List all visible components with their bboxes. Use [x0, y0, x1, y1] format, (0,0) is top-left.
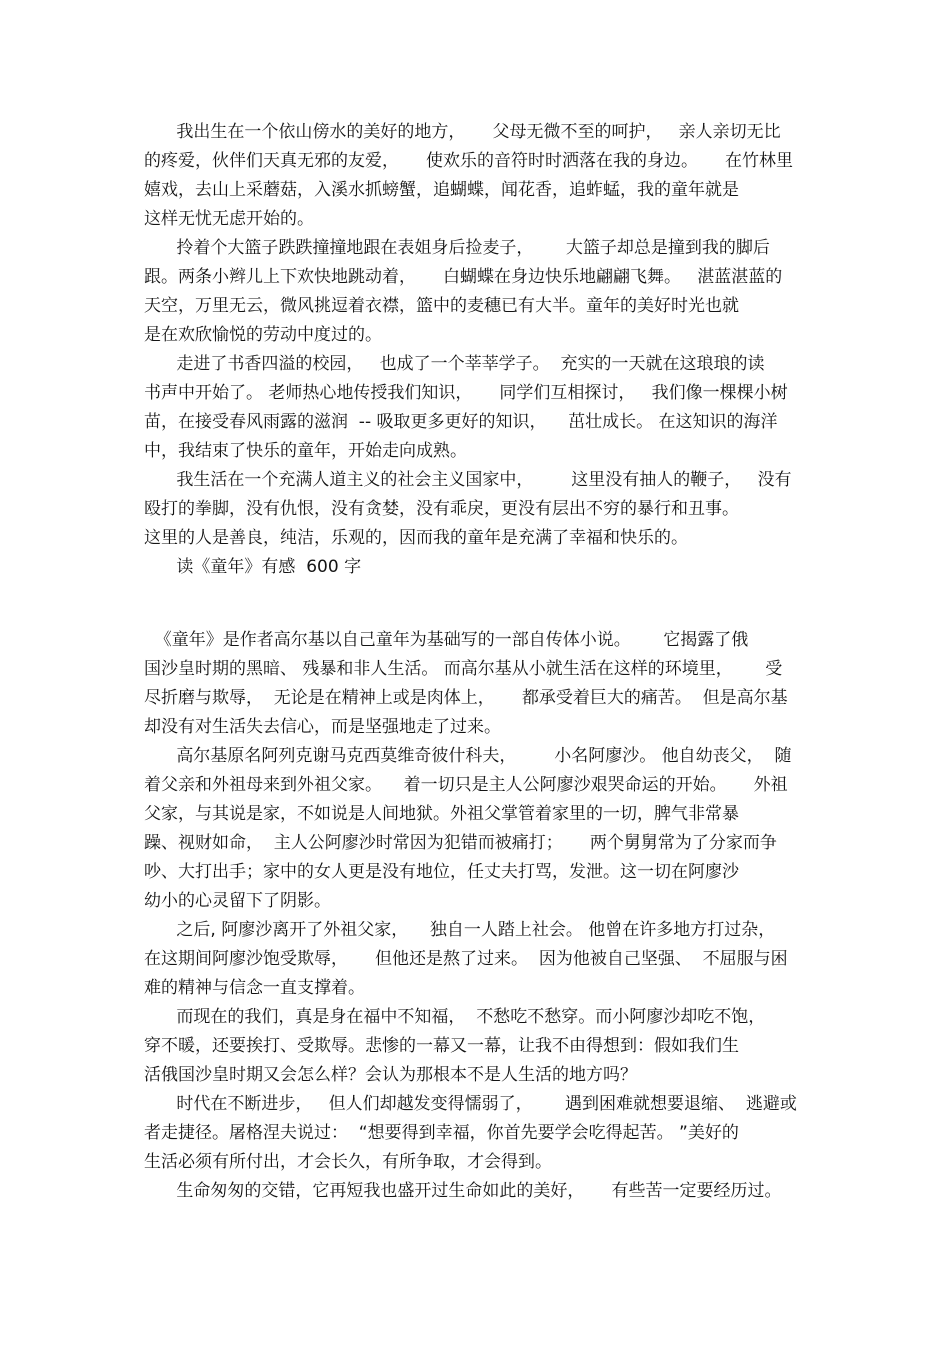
text-line: 在这期间阿廖沙饱受欺辱， 但他还是熬了过来。 因为他被自己坚强、 不屈服与困	[144, 949, 788, 969]
text-line: 国沙皇时期的黑暗、 残暴和非人生活。 而高尔基从小就生活在这样的环境里， 受	[144, 659, 783, 679]
text-line: 的疼爱，伙伴们天真无邪的友爱， 使欢乐的音符时时洒落在我的身边。 在竹林里	[144, 151, 794, 171]
blank-line	[144, 582, 816, 626]
text-line: 走进了书香四溢的校园， 也成了一个莘莘学子。 充实的一天就在这琅琅的读	[144, 354, 765, 374]
text-line: 这里的人是善良，纯洁，乐观的，因而我的童年是充满了幸福和快乐的。	[144, 528, 688, 548]
text-line: 跟。两条小辫儿上下欢快地跳动着， 白蝴蝶在身边快乐地翩翩飞舞。 湛蓝湛蓝的	[144, 267, 783, 287]
text-line: 着父亲和外祖母来到外祖父家。 着一切只是主人公阿廖沙艰哭命运的开始。 外祖	[144, 775, 788, 795]
text-line: 父家，与其说是家，不如说是人间地狱。外祖父掌管着家里的一切，脾气非常暴	[144, 804, 739, 824]
essay-body	[144, 118, 816, 1206]
text-line: 穿不暖，还要挨打、受欺辱。悲惨的一幕又一幕，让我不由得想到：假如我们生	[144, 1036, 739, 1056]
text-line: 生活必须有所付出，才会长久，有所争取，才会得到。	[144, 1152, 552, 1172]
text-line: 是在欢欣愉悦的劳动中度过的。	[144, 325, 382, 345]
text-line: 者走捷径。屠格涅夫说过： “想要得到幸福，你首先要学会吃得起苦。 ”美好的	[144, 1123, 739, 1143]
text-line: 生命匆匆的交错，它再短我也盛开过生命如此的美好， 有些苦一定要经历过。	[144, 1181, 782, 1201]
text-line: 幼小的心灵留下了阴影。	[144, 891, 331, 911]
text-line: 高尔基原名阿列克谢马克西莫维奇彼什科夫， 小名阿廖沙。 他自幼丧父， 随	[144, 746, 792, 766]
text-line: 拎着个大篮子跌跌撞撞地跟在表姐身后捡麦子， 大篮子却总是撞到我的脚后	[144, 238, 770, 258]
text-line: 活俄国沙皇时期又会怎么样？会认为那根本不是人生活的地方吗？	[144, 1065, 637, 1085]
text-line: 天空，万里无云，微风挑逗着衣襟，篮中的麦穗已有大半。童年的美好时光也就	[144, 296, 739, 316]
text-line: 殴打的拳脚，没有仇恨，没有贪婪，没有乖戾，更没有层出不穷的暴行和丑事。	[144, 499, 739, 519]
text-line: 苗，在接受春风雨露的滋润 -- 吸取更多更好的知识， 茁壮成长。 在这知识的海洋	[144, 412, 778, 432]
text-line: 我生活在一个充满人道主义的社会主义国家中， 这里没有抽人的鞭子， 没有	[144, 470, 792, 490]
text-line: 尽折磨与欺辱， 无论是在精神上或是肉体上， 都承受着巨大的痛苦。 但是高尔基	[144, 688, 788, 708]
text-line: 中，我结束了快乐的童年，开始走向成熟。	[144, 441, 467, 461]
text-line: 书声中开始了。 老师热心地传授我们知识， 同学们互相探讨， 我们像一棵棵小树	[144, 383, 788, 403]
essay-title: 读《童年》有感 600 字	[144, 557, 362, 577]
text-line: 我出生在一个依山傍水的美好的地方， 父母无微不至的呵护， 亲人亲切无比	[144, 122, 781, 142]
text-line: 吵、大打出手；家中的女人更是没有地位，任丈夫打骂，发泄。这一切在阿廖沙	[144, 862, 739, 882]
text-line: 躁、视财如命， 主人公阿廖沙时常因为犯错而被痛打； 两个舅舅常为了分家而争	[144, 833, 777, 853]
text-line: 《童年》是作者高尔基以自己童年为基础写的一部自传体小说。 它揭露了俄	[144, 630, 749, 650]
text-line: 而现在的我们，真是身在福中不知福， 不愁吃不愁穿。而小阿廖沙却吃不饱，	[144, 1007, 766, 1027]
text-line: 嬉戏，去山上采蘑菇，入溪水抓螃蟹，追蝴蝶，闻花香，追蚱蜢，我的童年就是	[144, 180, 739, 200]
text-line: 难的精神与信念一直支撑着。	[144, 978, 365, 998]
text-line: 却没有对生活失去信心，而是坚强地走了过来。	[144, 717, 501, 737]
text-line: 时代在不断进步， 但人们却越发变得懦弱了， 遇到困难就想要退缩、 逃避或	[144, 1094, 797, 1114]
text-line: 这样无忧无虑开始的。	[144, 209, 314, 229]
text-line: 之后, 阿廖沙离开了外祖父家， 独自一人踏上社会。 他曾在许多地方打过杂，	[144, 920, 776, 940]
